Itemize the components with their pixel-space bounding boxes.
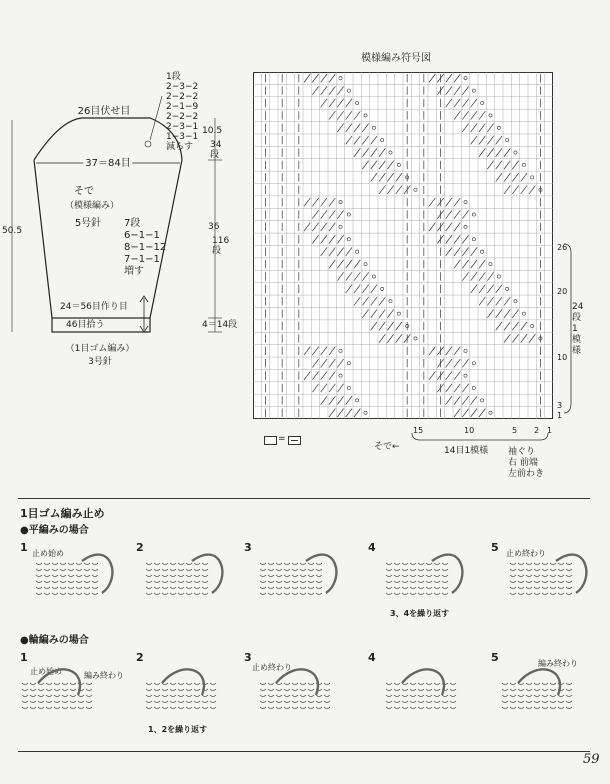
side-label: 右 前端 (508, 458, 538, 468)
sleeve-decrease-note (166, 72, 198, 152)
col-label: 15 (413, 426, 424, 435)
repeat-vertical-label: 24段1模様 (572, 302, 584, 356)
round-title: ●輪編みの場合 (20, 635, 89, 646)
step-number: 5 (491, 651, 499, 664)
row-label: 20 (557, 287, 568, 296)
col-label: 2 (534, 426, 540, 435)
increase-line: 7−1−1 (124, 254, 160, 265)
sleeve-name: そで (74, 186, 94, 197)
decrease-line: 2−3−2 (166, 82, 199, 92)
step-number: 3 (244, 541, 252, 554)
decrease-line: 2−1−9 (166, 102, 199, 112)
sleeve-cuff-pattern: （1目ゴム編み） (65, 344, 135, 354)
increase-line: 8−1−12 (124, 242, 167, 253)
round-start-note: 止め始め (30, 667, 62, 676)
step-number: 4 (368, 541, 376, 554)
row-label: 1 (557, 411, 563, 420)
legend-empty-box (264, 436, 277, 445)
flat-title: ●平編みの場合 (20, 525, 89, 536)
col-label: 5 (512, 426, 518, 435)
side-label: 左前わき (508, 469, 545, 479)
sleeve-cuff-height: 4＝14段 (202, 320, 238, 330)
sleeve-pattern: （模様編み） (64, 201, 120, 211)
step-number: 2 (136, 541, 144, 554)
sleeve-cap-rows: 34段 (210, 140, 222, 160)
sleeve-ref-text: そで (374, 442, 393, 452)
decrease-line: 2−2−2 (166, 92, 199, 102)
decrease-line: 減らす (166, 142, 194, 152)
sleeve-increase-note (124, 218, 166, 278)
sleeve-top-stitches: 26目伏せ目 (77, 106, 131, 117)
pattern-repeat-bracket (410, 432, 550, 446)
step-number: 3 (244, 651, 252, 664)
increase-line: 7段 (124, 218, 141, 229)
col-label: 10 (464, 426, 475, 435)
round-end-note: 編み終わり (538, 659, 578, 668)
decrease-line: 1−3−1 (166, 132, 199, 142)
row-label: 3 (557, 401, 563, 410)
chart-grid (253, 72, 553, 419)
decrease-line: 2−2−2 (166, 112, 199, 122)
sleeve-ref-label: そで← (374, 442, 400, 452)
sleeve-pick-up: 46目拾う (66, 320, 105, 330)
row-label: 26 (557, 243, 568, 252)
sleeve-cast-on: 24＝56目作り目 (60, 302, 128, 312)
page-number: 59 (583, 752, 600, 767)
step-number: 4 (368, 651, 376, 664)
step-number: 2 (136, 651, 144, 664)
bindoff-panel (18, 498, 590, 752)
sleeve-needle: 5号針 (74, 218, 102, 229)
sleeve-body-rows: 116段 (212, 236, 230, 256)
round-start2-note: 止め終わり (252, 663, 292, 672)
sleeve-outline (0, 0, 240, 400)
row-label: 10 (557, 353, 568, 362)
bindoff-title: 1目ゴム編み止め (20, 507, 105, 520)
step-number: 1 (20, 541, 28, 554)
round-end-label: 編み終わり (84, 671, 124, 680)
sleeve-cap-height: 10.5 (202, 126, 223, 136)
legend-equals: = (278, 434, 286, 444)
side-labels (508, 447, 544, 480)
flat-start-note: 止め始め (32, 549, 64, 558)
flat-end-note: 止め終わり (506, 549, 546, 558)
sleeve-width: 37＝84目 (85, 158, 131, 169)
col-label: 1 (547, 426, 553, 435)
pattern-repeat-label: 14目1模様 (444, 446, 489, 456)
step-number: 5 (491, 541, 499, 554)
increase-line: 6−1−1 (124, 230, 160, 241)
round-repeat-note: 1、2を繰り返す (148, 725, 208, 734)
flat-repeat-note: 3、4を繰り返す (390, 609, 450, 618)
bindoff-illustrations (18, 499, 590, 751)
legend-knit-box (288, 436, 301, 445)
side-label: 袖ぐり (508, 447, 536, 457)
decrease-line: 1段 (166, 72, 181, 82)
sleeve-body-height: 36 (208, 222, 220, 232)
chart-title: 模様編み符号図 (361, 53, 431, 64)
decrease-line: 2−3−1 (166, 122, 199, 132)
sleeve-cuff-needle: 3号針 (88, 357, 112, 367)
step-number: 1 (20, 651, 28, 664)
increase-line: 増す (124, 266, 144, 277)
sleeve-length-left: 50.5 (2, 226, 23, 236)
